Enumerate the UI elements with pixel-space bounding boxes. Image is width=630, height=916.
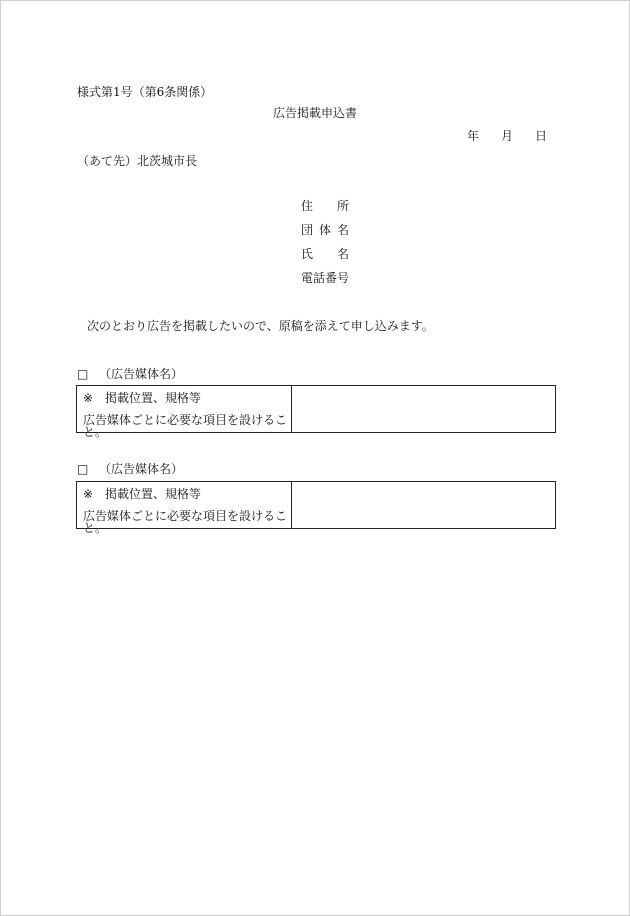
- spec-description-cell: [77, 482, 292, 535]
- field-label-char: 住: [301, 199, 314, 213]
- position-spec-label: 掲載位置、規格等: [105, 391, 202, 405]
- media-name-label: （広告媒体名）: [99, 462, 184, 476]
- spec-value-cell[interactable]: [292, 386, 556, 433]
- field-organization: [301, 224, 349, 248]
- media-spec-table: [76, 385, 556, 439]
- checkbox-icon[interactable]: □: [77, 462, 89, 476]
- date-line: [467, 130, 547, 142]
- position-spec-label: 掲載位置、規格等: [105, 487, 202, 501]
- spec-value-cell[interactable]: [292, 482, 556, 529]
- field-label-char: 所: [337, 199, 350, 213]
- date-year: 年: [467, 129, 480, 143]
- field-label-char: 名: [337, 247, 350, 261]
- date-day: 日: [535, 129, 548, 143]
- media-section-label: [77, 368, 183, 380]
- spec-note: 広告媒体ごとに必要な項目を設けること。: [83, 413, 288, 439]
- media-section-label: [77, 463, 183, 475]
- field-label-char: 団: [301, 223, 314, 237]
- field-label-char: 体: [319, 223, 332, 237]
- document-title: 広告掲載申込書: [272, 106, 357, 120]
- form-number: 様式第1号（第6条関係）: [77, 85, 213, 99]
- field-label-char: 氏: [301, 247, 314, 261]
- field-name: [301, 248, 349, 272]
- field-label-char: 名: [337, 223, 350, 237]
- applicant-fields: [301, 200, 349, 296]
- media-spec-table: [76, 481, 556, 535]
- reference-mark: ※: [83, 391, 94, 405]
- addressee: （あて先）北茨城市長: [77, 154, 198, 168]
- spec-note: 広告媒体ごとに必要な項目を設けること。: [83, 509, 288, 535]
- media-name-label: （広告媒体名）: [99, 367, 184, 381]
- spec-description-cell: [77, 386, 292, 439]
- field-label-char: 電話番号: [301, 271, 350, 285]
- application-statement: 次のとおり広告を掲載したいので、原稿を添えて申し込みます。: [87, 319, 434, 333]
- date-month: 月: [501, 129, 514, 143]
- field-phone: [301, 272, 349, 296]
- checkbox-icon[interactable]: □: [77, 367, 89, 381]
- reference-mark: ※: [83, 487, 94, 501]
- field-address: [301, 200, 349, 224]
